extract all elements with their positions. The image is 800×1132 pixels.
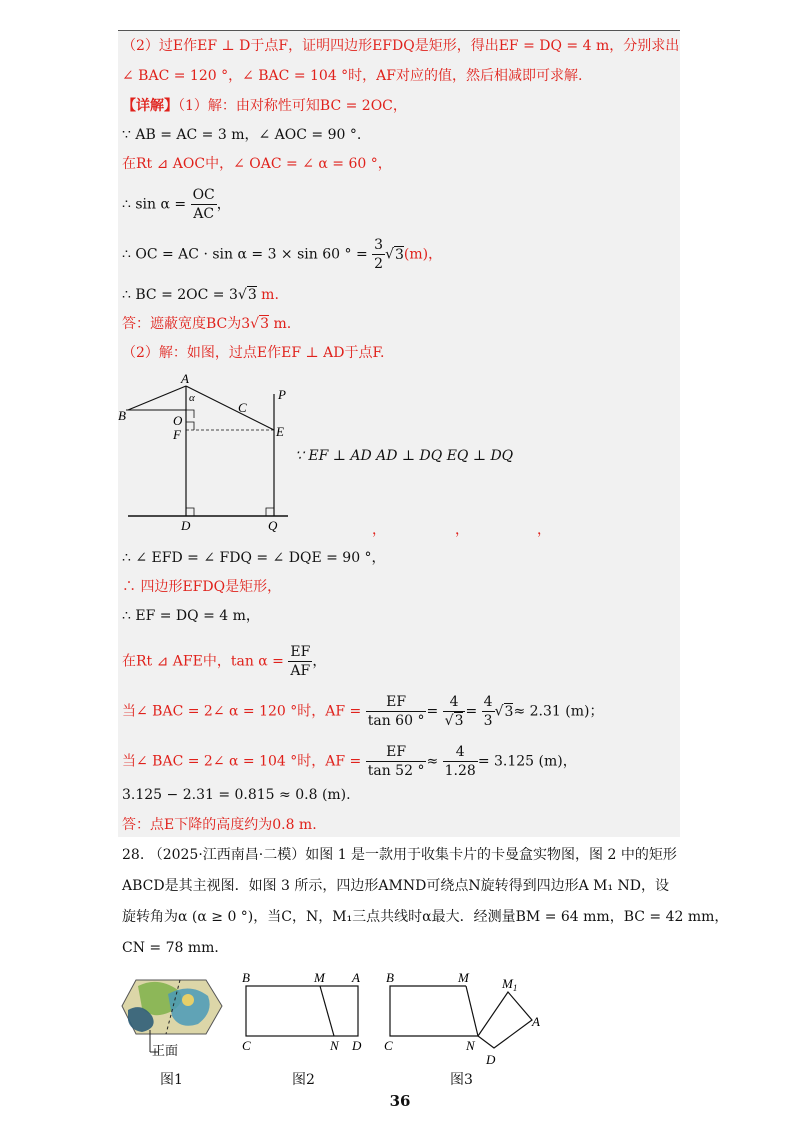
comma: ， [372,522,386,538]
question-line: 28. （2025·江西南昌·二模）如图 1 是一款用于收集卡片的卡曼盒实物图，图 2 中的矩形 [122,847,677,863]
label-o: O [173,413,183,428]
fig2-label-b: B [242,970,250,985]
fraction: $\frac{3}{2}$ [374,237,384,272]
label-d: D [181,518,191,533]
fig2-label-d: D [352,1038,362,1053]
solution-line: （2）解：如图，过点E作EF ⊥ AD于点F. [122,345,385,361]
figure-3 [382,968,552,1068]
question-line: 旋转角为α (α ≥ 0 °)，当C，N，M₁三点共线时α最大．经测量BM = 64 mm，BC = 42 mm， [122,909,729,925]
solution-text: ∴ OC = AC · sin α = 3 × sin 60 ° = [122,246,368,263]
solution-line: ∴ 四边形EFDQ是矩形， [122,579,282,595]
sqrt-radicand: 3 [504,703,514,720]
shape-bmnc [390,986,478,1036]
fig2-label-n: N [330,1038,339,1053]
sqrt-radicand: 3 [394,246,404,263]
solution-text: ∴ sin α = [122,196,187,213]
right-angle-q [266,508,274,516]
solution-text: （1）解：由对称性可知BC = 2OC， [178,98,407,114]
caption-fig3: 图3 [450,1072,473,1088]
front-label: 正面 [152,1044,179,1059]
fraction: $\frac{4}{3}$ [483,694,493,729]
solution-text: = 3.125 (m)， [477,753,577,770]
solution-text: ∴ BC = 2OC = 3 [122,287,238,303]
label-f: F [173,427,181,442]
right-angle-o [186,410,194,418]
fig3-label-m: M [458,970,469,985]
fraction: $\frac{EF}{AF}$ [290,644,311,679]
label-a: A [181,371,189,386]
solution-text: 答：遮蔽宽度BC为3 [122,316,251,332]
sqrt-radicand: 3 [247,287,257,303]
solution-text: 在Rt ⊿ AFE中，tan α = [122,653,284,670]
question-line: CN = 78 mm． [122,940,229,956]
solution-text: m. [256,287,279,303]
solution-line: ∴ BC = 2OC = 3√3 m. [122,287,279,303]
label-b: B [118,408,126,423]
solution-text: ， [216,196,231,213]
page-number: 36 [389,1092,411,1110]
label-p: P [278,387,286,402]
fraction: $\frac{4}{1.28}$ [444,744,476,779]
fig3-label-d: D [486,1052,496,1067]
comma: ， [537,522,551,538]
shape-am1nd [478,992,532,1048]
solution-line: （2）过E作EF ⊥ D于点F，证明四边形EFDQ是矩形，得出EF = DQ = 4 m，分别求出 [122,38,680,54]
comma: ， [455,522,469,538]
solution-line: ∵ AB = AC = 3 m，∠ AOC = 90 °. [122,127,362,143]
fig2-label-m: M [314,970,325,985]
solution-text: ≈ 2.31 (m)； [513,703,604,720]
solution-line: 当∠ BAC = 2∠ α = 104 °时，AF = $\frac{EF}{\tan 52 ^\circ}$ ≈ $\frac{4}{1.28}$ = 3.125 (m)， [122,744,577,779]
solution-text: 当∠ BAC = 2∠ α = 104 °时，AF = [122,753,362,770]
figure-2 [236,968,376,1058]
solution-line: ∴ ∠ EFD = ∠ FDQ = ∠ DQE = 90 °， [122,550,386,566]
question-line: ABCD是其主视图．如图 3 所示，四边形AMND可绕点N旋转得到四边形A M₁ ND，设 [122,878,670,894]
solution-text: m. [269,316,292,332]
geometry-figure [118,370,288,535]
box-pattern-spot [182,994,194,1006]
solution-text: ， [312,653,327,670]
solution-line: 当∠ BAC = 2∠ α = 120 °时，AF = $\frac{EF}{\tan 60 ^\circ}$ = $\frac{4}{√3}$ = $\frac{4}{3}$ √3≈ 2.31 (m)； [122,694,604,729]
solution-line [122,643,326,680]
label-alpha: α [189,392,195,404]
fig3-label-c: C [384,1038,393,1053]
fig2-label-a: A [352,970,360,985]
fraction: $\frac{4}{√3}$ [444,694,464,729]
caption-fig2: 图2 [292,1072,315,1088]
solution-text: 当∠ BAC = 2∠ α = 120 °时，AF = [122,703,362,720]
solution-line: ∴ OC = AC · sin α = 3 × sin 60 ° = $\frac{3}{2}$ √3(m)， [122,237,443,272]
fig3-label-b: B [386,970,394,985]
rect-abcd [246,986,358,1036]
solution-line: 答：点E下降的高度约为0.8 m. [122,817,317,833]
fraction: $\frac{EF}{\tan 60 ^\circ}$ [367,694,425,729]
fig2-label-c: C [242,1038,251,1053]
solution-line: 答：遮蔽宽度BC为3√3 m. [122,316,292,332]
segment-ae [186,386,274,430]
solution-line: ∵ EF ⊥ AD AD ⊥ DQ EQ ⊥ DQ [295,448,514,464]
sqrt-radicand: 3 [260,316,270,332]
right-angle-f [186,422,194,430]
solution-line: ∴ EF = DQ = 4 m， [122,608,260,624]
caption-fig1: 图1 [160,1072,183,1088]
segment-ab [128,386,186,410]
label-q: Q [268,518,278,533]
fig3-label-m1: $M_1$ [502,976,518,993]
solution-line: ∠ BAC = 120 °，∠ BAC = 104 °时，AF对应的值，然后相减即可求解. [122,68,583,84]
detail-tag: 【详解】 [122,98,178,114]
solution-line: 3.125 − 2.31 = 0.815 ≈ 0.8 (m). [122,787,351,803]
label-e: E [276,424,284,439]
right-angle-d [186,508,194,516]
label-c: C [238,400,247,415]
fig3-label-n: N [466,1038,475,1053]
fraction: $\frac{OC}{AC}$ [192,187,215,222]
fig3-label-a: A [532,1014,540,1029]
segment-mn [320,986,334,1036]
solution-line [122,96,407,116]
solution-line: 在Rt ⊿ AOC中，∠ OAC = ∠ α = 60 °， [122,156,392,172]
solution-line [122,186,231,223]
fraction: $\frac{EF}{\tan 52 ^\circ}$ [367,744,425,779]
solution-text: (m)， [403,246,443,263]
